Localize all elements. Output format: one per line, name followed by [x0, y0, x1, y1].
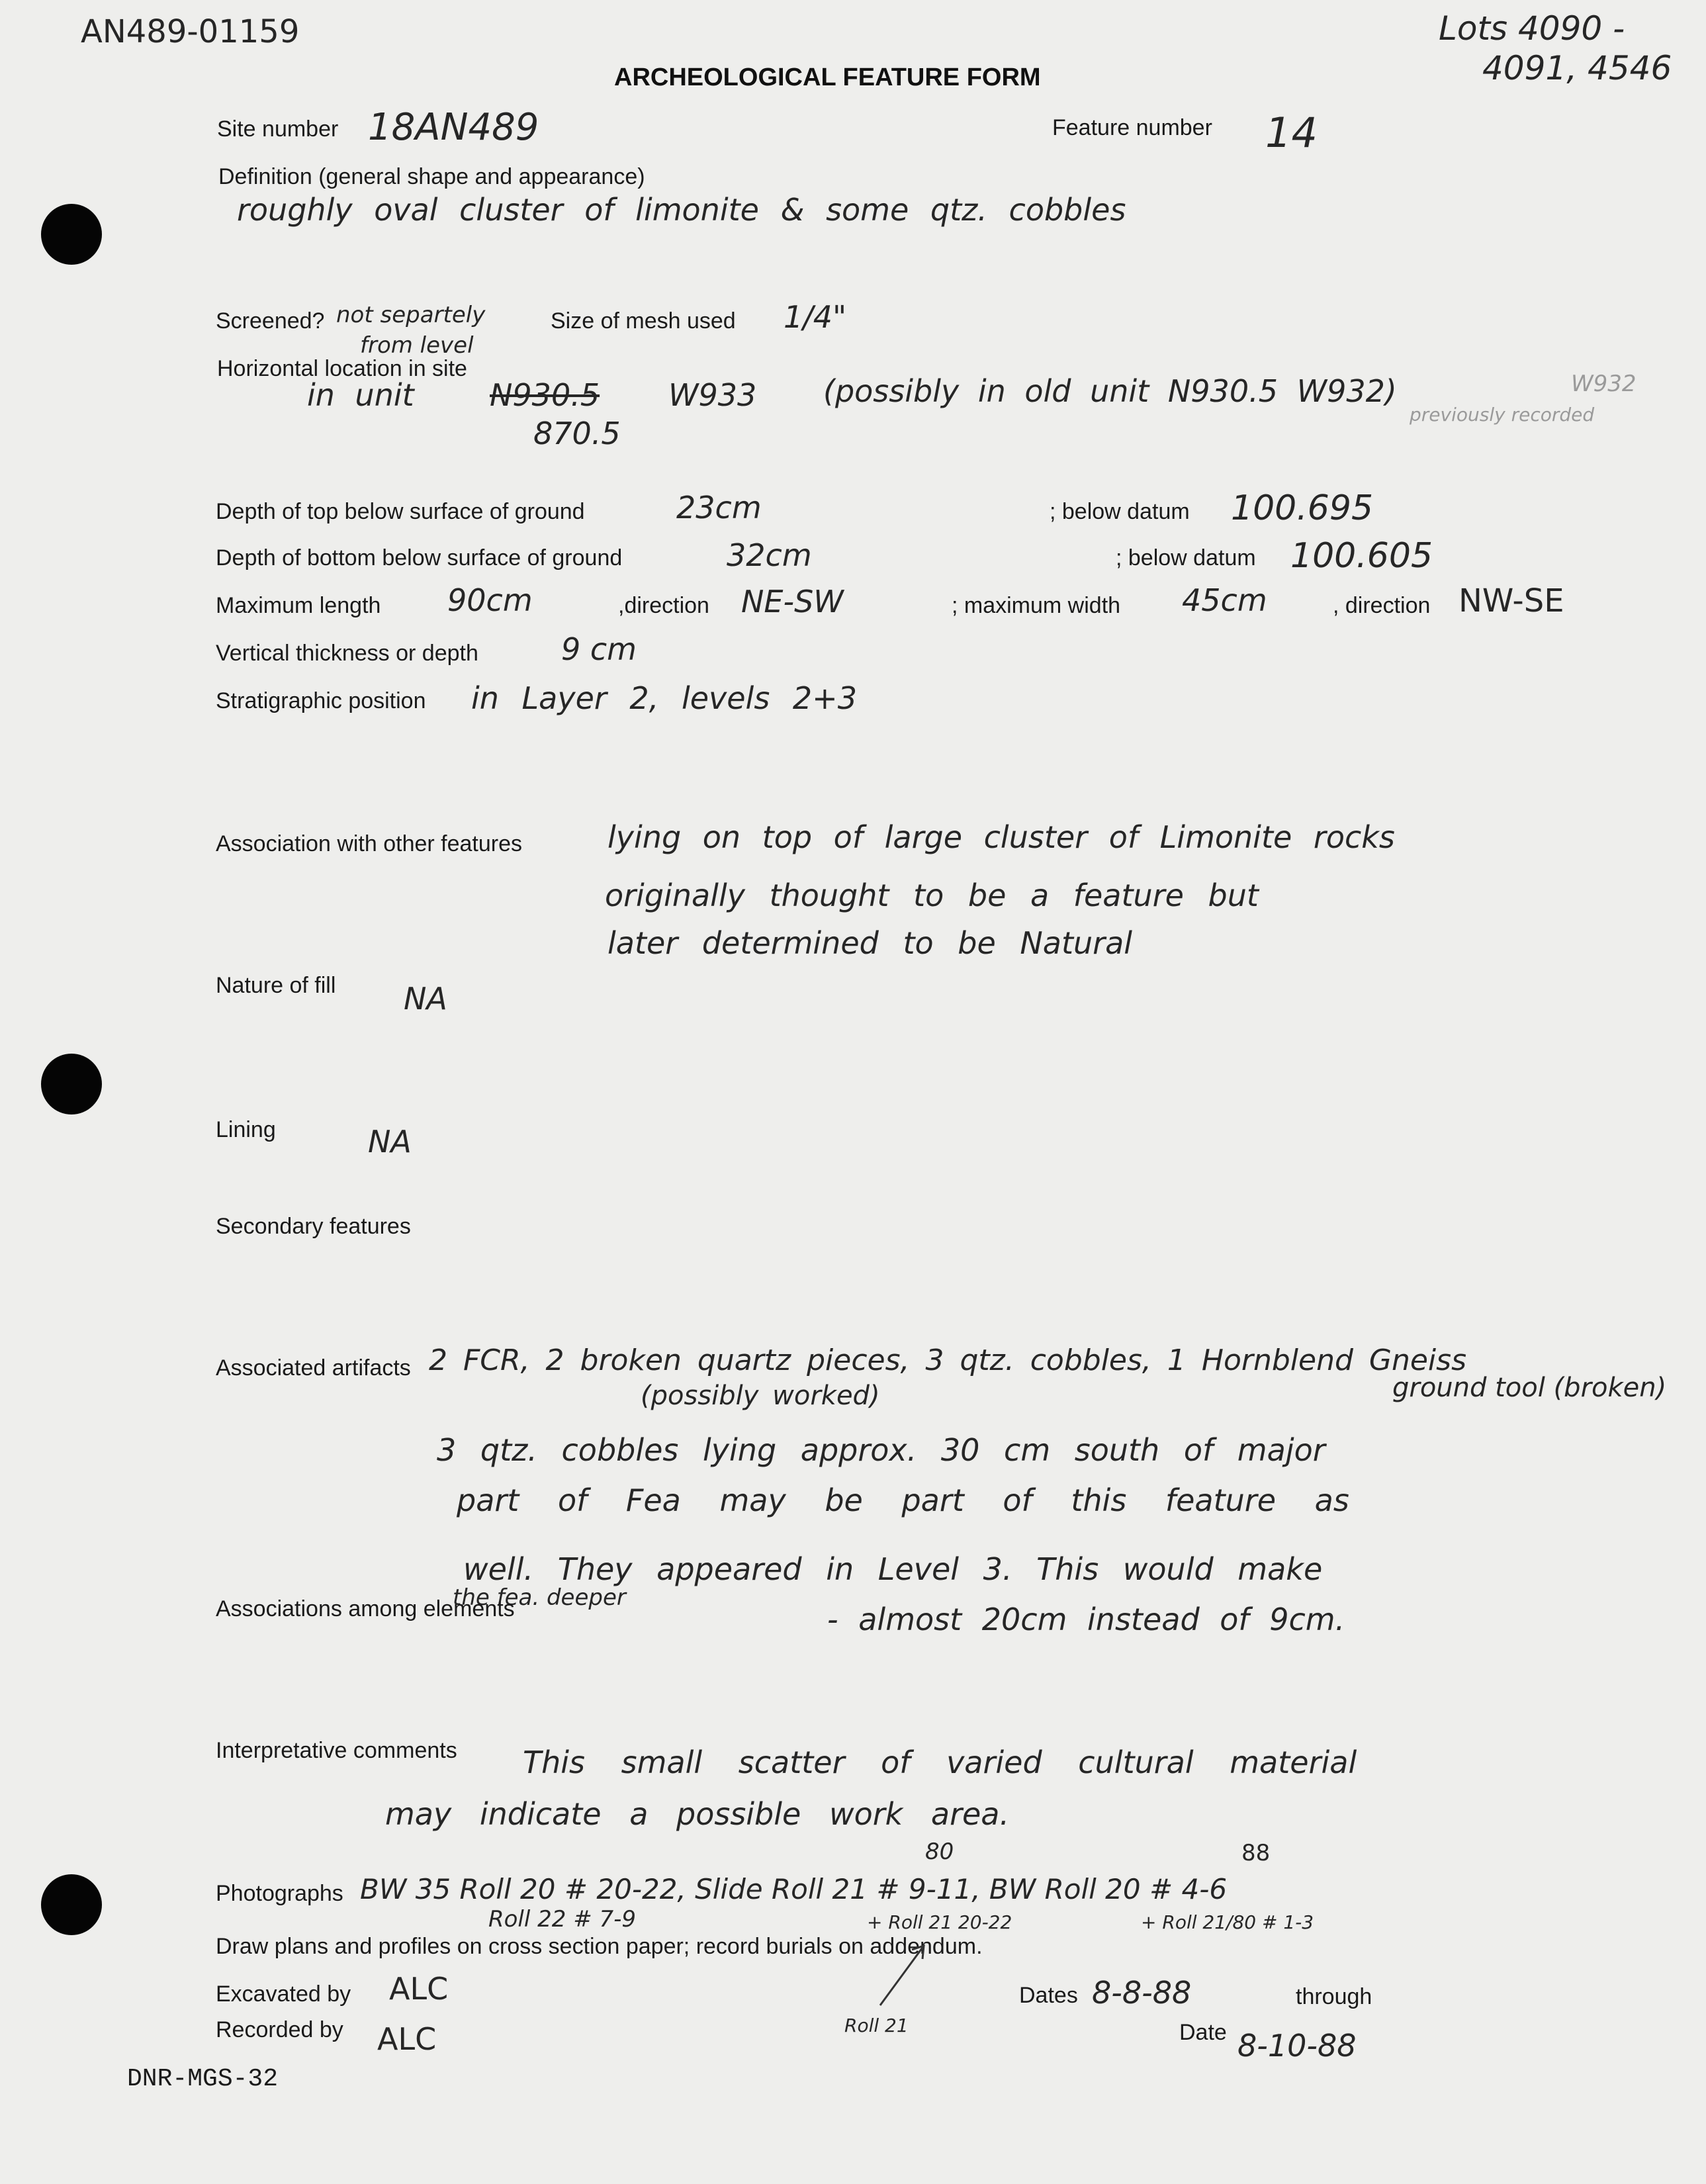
screened-value-line1: not separtely	[336, 302, 486, 328]
interpretive-label: Interpretative comments	[216, 1738, 457, 1763]
artifacts-line1b: ground tool (broken)	[1392, 1373, 1667, 1403]
stratigraphic-value: in Layer 2, levels 2+3	[471, 680, 857, 716]
horizontal-location-value: W933	[668, 377, 757, 413]
screened-value-line2: from level	[360, 332, 474, 359]
max-width-value: 45cm	[1182, 582, 1267, 618]
dates-value: 8-8-88	[1092, 1975, 1192, 2011]
recorded-value: ALC	[377, 2021, 437, 2057]
length-direction-label: ,direction	[618, 593, 709, 618]
recorded-label: Recorded by	[216, 2017, 343, 2042]
thickness-value: 9 cm	[561, 631, 637, 667]
fill-label: Nature of fill	[216, 973, 336, 998]
horizontal-location-correction: 870.5	[533, 416, 621, 451]
depth-top-label: Depth of top below surface of ground	[216, 499, 585, 524]
artifacts-line2: (possibly worked)	[641, 1381, 880, 1411]
mesh-label: Size of mesh used	[551, 308, 736, 334]
dates-through-label: through	[1296, 1984, 1372, 2009]
photos-line2a: Roll 22 # 7-9	[488, 1906, 637, 1933]
horizontal-faint-note2: previously recorded	[1410, 404, 1595, 426]
artifacts-label: Associated artifacts	[216, 1355, 411, 1381]
associations-elements-line4a: the fea. deeper	[453, 1584, 626, 1611]
site-number-value: 18AN489	[368, 106, 539, 149]
depth-top-value: 23cm	[676, 490, 762, 525]
max-length-label: Maximum length	[216, 593, 381, 618]
date-value: 8-10-88	[1237, 2028, 1357, 2064]
mesh-value: 1/4"	[784, 299, 847, 335]
lining-label: Lining	[216, 1117, 276, 1142]
depth-bottom-datum-value: 100.605	[1290, 536, 1433, 576]
feature-number-label: Feature number	[1052, 115, 1212, 140]
secondary-label: Secondary features	[216, 1214, 411, 1239]
punch-hole-middle	[41, 1054, 102, 1115]
punch-hole-bottom	[41, 1874, 102, 1935]
length-direction-value: NE-SW	[741, 584, 844, 619]
definition-label: Definition (general shape and appearance)	[218, 164, 645, 189]
punch-hole-top	[41, 204, 102, 265]
instruction-text: Draw plans and profiles on cross section paper; record burials on addendum.	[216, 1934, 983, 1959]
interpretive-line1: This small scatter of varied cultural material	[523, 1745, 1357, 1780]
associations-elements-line4b: - almost 20cm instead of 9cm.	[827, 1602, 1345, 1637]
corner-lots-line1: Lots 4090 -	[1439, 9, 1625, 48]
artifacts-line1: 2 FCR, 2 broken quartz pieces, 3 qtz. cobbles, 1 Hornblend Gneiss	[429, 1343, 1466, 1377]
form-title: ARCHEOLOGICAL FEATURE FORM	[614, 64, 1041, 91]
form-code: DNR-MGS-32	[127, 2065, 279, 2093]
horizontal-location-prefix: in unit	[307, 377, 414, 413]
feature-number-value: 14	[1265, 109, 1318, 157]
max-width-label: ; maximum width	[952, 593, 1121, 618]
associations-elements-line1: 3 qtz. cobbles lying approx. 30 cm south of major	[437, 1432, 1325, 1468]
associations-elements-line3: well. They appeared in Level 3. This would make	[463, 1551, 1323, 1587]
excavated-label: Excavated by	[216, 1981, 351, 2007]
depth-bottom-value: 32cm	[727, 537, 812, 573]
associations-elements-line2: part of Fea may be part of this feature as	[457, 1482, 1349, 1518]
screened-label: Screened?	[216, 308, 325, 334]
horizontal-location-struck: N930.5	[490, 377, 600, 413]
photographs-label: Photographs	[216, 1881, 343, 1906]
width-direction-value: NW-SE	[1459, 582, 1564, 619]
association-features-line3: later determined to be Natural	[607, 925, 1133, 961]
definition-value: roughly oval cluster of limonite & some qtz. cobbles	[237, 192, 1126, 228]
thickness-label: Vertical thickness or depth	[216, 641, 478, 666]
association-features-line1: lying on top of large cluster of Limonite rocks	[607, 819, 1395, 855]
associations-elements-label: Associations among elements	[216, 1596, 515, 1621]
depth-top-datum-value: 100.695	[1231, 488, 1374, 528]
date-label: Date	[1179, 2020, 1227, 2045]
photos-line1: BW 35 Roll 20 # 20-22, Slide Roll 21 # 9-11, BW Roll 20 # 4-6	[360, 1873, 1228, 1905]
roll-note-arrow	[860, 1939, 940, 2012]
interpretive-line2: may indicate a possible work area.	[385, 1796, 1010, 1832]
photos-above-bw: 88	[1241, 1840, 1271, 1866]
width-direction-label: , direction	[1333, 593, 1431, 618]
photos-line2c: + Roll 21/80 # 1-3	[1141, 1911, 1314, 1933]
association-features-line2: originally thought to be a feature but	[605, 878, 1259, 913]
photos-above-slide: 80	[925, 1839, 954, 1865]
site-number-label: Site number	[217, 116, 339, 142]
photos-line2b: + Roll 21 20-22	[867, 1911, 1012, 1933]
stratigraphic-label: Stratigraphic position	[216, 688, 426, 713]
excavated-value: ALC	[389, 1971, 449, 2007]
horizontal-location-note: (possibly in old unit N930.5 W932)	[823, 373, 1397, 409]
horizontal-location-label: Horizontal location in site	[217, 356, 467, 381]
photos-arrow-note: Roll 21	[844, 2015, 909, 2036]
corner-lots-line2: 4091, 4546	[1482, 49, 1672, 87]
horizontal-faint-note: W932	[1571, 371, 1637, 397]
lining-value: NA	[368, 1124, 412, 1160]
depth-bottom-label: Depth of bottom below surface of ground	[216, 545, 623, 570]
depth-top-datum-label: ; below datum	[1050, 499, 1190, 524]
corner-catalog-number: AN489-01159	[81, 13, 300, 50]
max-length-value: 90cm	[447, 582, 533, 618]
depth-bottom-datum-label: ; below datum	[1116, 545, 1256, 570]
association-features-label: Association with other features	[216, 831, 523, 856]
fill-value: NA	[404, 981, 447, 1017]
dates-label: Dates	[1019, 1983, 1078, 2008]
